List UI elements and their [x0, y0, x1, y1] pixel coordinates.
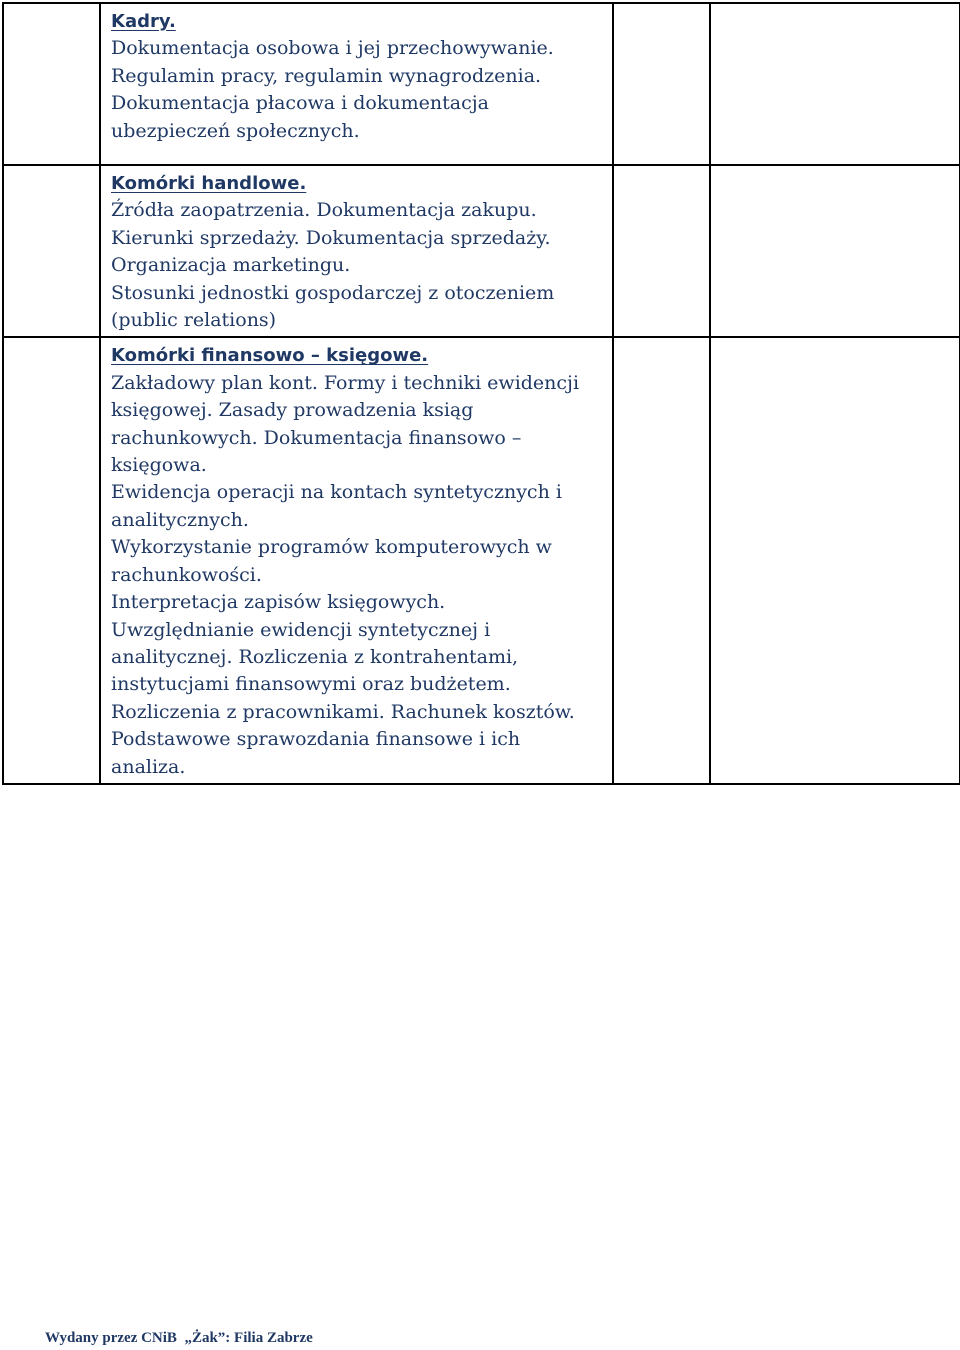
section-line: Ewidencja operacji na kontach syntetycznych i	[111, 481, 562, 504]
section-line: Zakładowy plan kont. Formy i techniki ewidencji	[111, 371, 580, 394]
section-line: Regulamin pracy, regulamin wynagrodzenia.	[111, 64, 542, 87]
section-line: rachunkowości.	[111, 563, 262, 586]
section-line: Podstawowe sprawozdania finansowe i ich	[111, 728, 521, 751]
section-line: księgowej. Zasady prowadzenia ksiąg	[111, 399, 474, 422]
section-line: analitycznej. Rozliczenia z kontrahentami,	[111, 645, 519, 668]
page-footer: Wydany przez CNiB „Żak”: Filia Zabrze	[45, 1330, 313, 1346]
section-line: instytucjami finansowymi oraz budżetem.	[111, 673, 511, 696]
empty-cell	[3, 165, 100, 337]
section-line: Organizacja marketingu.	[111, 254, 351, 277]
curriculum-table	[2, 2, 960, 785]
section-kadry	[101, 4, 612, 147]
table-row	[3, 337, 960, 784]
section-line: Kierunki sprzedaży. Dokumentacja sprzedaży.	[111, 226, 551, 249]
empty-cell	[3, 337, 100, 784]
empty-cell	[3, 3, 100, 165]
table-row	[3, 3, 960, 165]
table-row	[3, 165, 960, 337]
section-komorki-handlowe	[101, 166, 612, 336]
section-line: Uwzględnianie ewidencji syntetycznej i	[111, 618, 491, 641]
section-line: analiza.	[111, 755, 186, 778]
section-line: Dokumentacja osobowa i jej przechowywanie.	[111, 37, 554, 60]
content-cell	[100, 337, 613, 784]
section-line: Rozliczenia z pracownikami. Rachunek kosztów.	[111, 700, 575, 723]
section-line: ubezpieczeń społecznych.	[111, 119, 360, 142]
empty-cell	[613, 165, 710, 337]
section-line: Wykorzystanie programów komputerowych w	[111, 536, 552, 559]
content-cell	[100, 165, 613, 337]
section-heading: Kadry.	[111, 11, 176, 32]
section-line: Stosunki jednostki gospodarczej z otoczeniem	[111, 281, 555, 304]
empty-cell	[613, 3, 710, 165]
section-line: rachunkowych. Dokumentacja finansowo –	[111, 426, 522, 449]
section-line: Dokumentacja płacowa i dokumentacja	[111, 92, 489, 115]
section-heading: Komórki finansowo – księgowe.	[111, 345, 429, 367]
empty-cell	[710, 337, 960, 784]
section-line: Interpretacja zapisów księgowych.	[111, 591, 446, 614]
content-cell	[100, 3, 613, 165]
empty-cell	[710, 165, 960, 337]
section-komorki-finansowo-ksiegowe	[101, 338, 612, 783]
section-heading: Komórki handlowe.	[111, 173, 307, 194]
empty-cell	[710, 3, 960, 165]
section-line: (public relations)	[111, 309, 277, 332]
empty-cell	[613, 337, 710, 784]
section-line: księgowa.	[111, 454, 207, 477]
section-line: Źródła zaopatrzenia. Dokumentacja zakupu.	[111, 199, 537, 222]
section-line: analitycznych.	[111, 508, 249, 531]
